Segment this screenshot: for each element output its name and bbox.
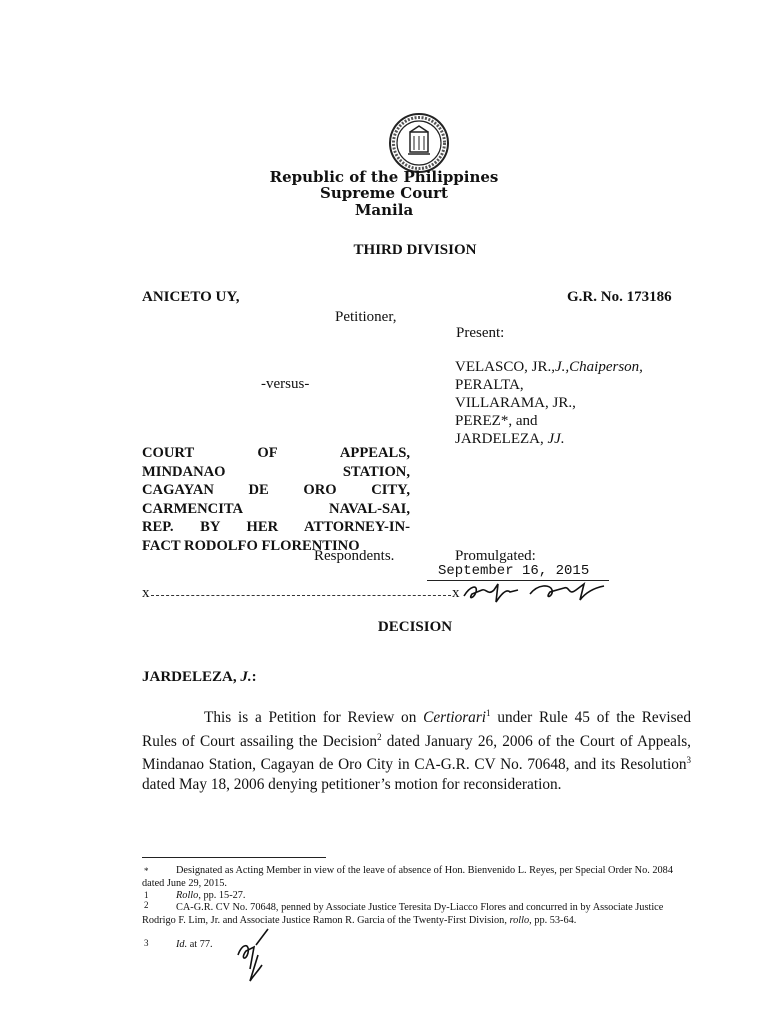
present-label: Present: [456, 325, 505, 341]
petitioner-label: Petitioner, [335, 309, 397, 325]
footnote-text: Designated as Acting Member in view of the leave of absence of Hon. Bienvenido L. Reyes, per Special Order No. 2084 dated June 29, 2015. [142, 865, 673, 889]
footnote-text: Rollo, pp. 15-27. [176, 890, 246, 901]
separator-x-left: x [142, 585, 150, 601]
gr-number: G.R. No. 173186 [567, 289, 672, 305]
separator-dashes [151, 595, 451, 596]
respondents-label: Respondents. [314, 548, 395, 564]
respondent-line: MINDANAO STATION, [142, 463, 410, 480]
footnote-mark: 1 [144, 890, 149, 900]
footnote-rule [142, 857, 326, 858]
justices-list [455, 358, 643, 448]
justice-entry: VELASCO, JR.,J.,Chaiperson, [455, 359, 643, 375]
clerk-signature [460, 578, 610, 613]
body-paragraph: This is a Petition for Review on Certiorari$^1$ under Rule 45 of the Revised Rules of Court assailing the Decision$^2$ dated January 26, 2006 of the Court of Appeals, Mindanao Station, Cagayan de Oro City in CA-G.R. CV No. 70648, and its Resolution$^3$ dated May 18, 2006 denying petitioner’s motion for reconsideration. [142, 708, 691, 793]
promulgated-label: Promulgated: [455, 548, 536, 564]
respondent-line: FACT RODOLFO FLORENTINO [142, 537, 360, 554]
footnote-text: CA-G.R. CV No. 70648, penned by Associate Justice Teresita Dy-Liacco Flores and concurred in by Associate Justice Rodrigo F. Lim, Jr. and Associate Justice Ramon R. Garcia of the Twenty-First Division, rollo, pp. 53-64. [142, 902, 664, 926]
respondent-line: CAGAYAN DE ORO CITY, [142, 482, 410, 498]
footnote-mark: 2 [144, 900, 149, 910]
supreme-court-seal [388, 112, 450, 174]
city-heading: Manila [354, 201, 414, 219]
justice-entry: JARDELEZA, JJ. [455, 431, 565, 447]
separator-x-right: x [452, 585, 460, 601]
footnote-text: Id. at 77. [176, 939, 213, 950]
versus-label: -versus- [261, 376, 310, 392]
respondents-block [142, 444, 410, 555]
justice-entry: PERALTA, [455, 377, 524, 393]
footnote-mark: 3 [144, 938, 149, 948]
court-heading: Supreme Court [320, 184, 448, 202]
respondent-line: REP. BY HER ATTORNEY-IN- [142, 519, 410, 535]
initials-signature [228, 925, 288, 990]
promulgated-date: September 16, 2015 [438, 563, 590, 579]
division-heading: THIRD DIVISION [353, 242, 477, 258]
footnote-mark: * [144, 866, 149, 876]
justice-entry: VILLARAMA, JR., [455, 395, 576, 411]
petitioner-name: ANICETO UY, [142, 289, 240, 305]
ponente-line: JARDELEZA, J.: [142, 669, 257, 685]
respondent-line: CARMENCITA NAVAL-SAI, [142, 500, 410, 517]
respondent-line: COURT OF APPEALS, [142, 445, 410, 461]
decision-title: DECISION [377, 619, 453, 635]
justice-entry: PEREZ*, and [455, 413, 538, 429]
republic-heading: Republic of the Philippines [269, 168, 499, 186]
